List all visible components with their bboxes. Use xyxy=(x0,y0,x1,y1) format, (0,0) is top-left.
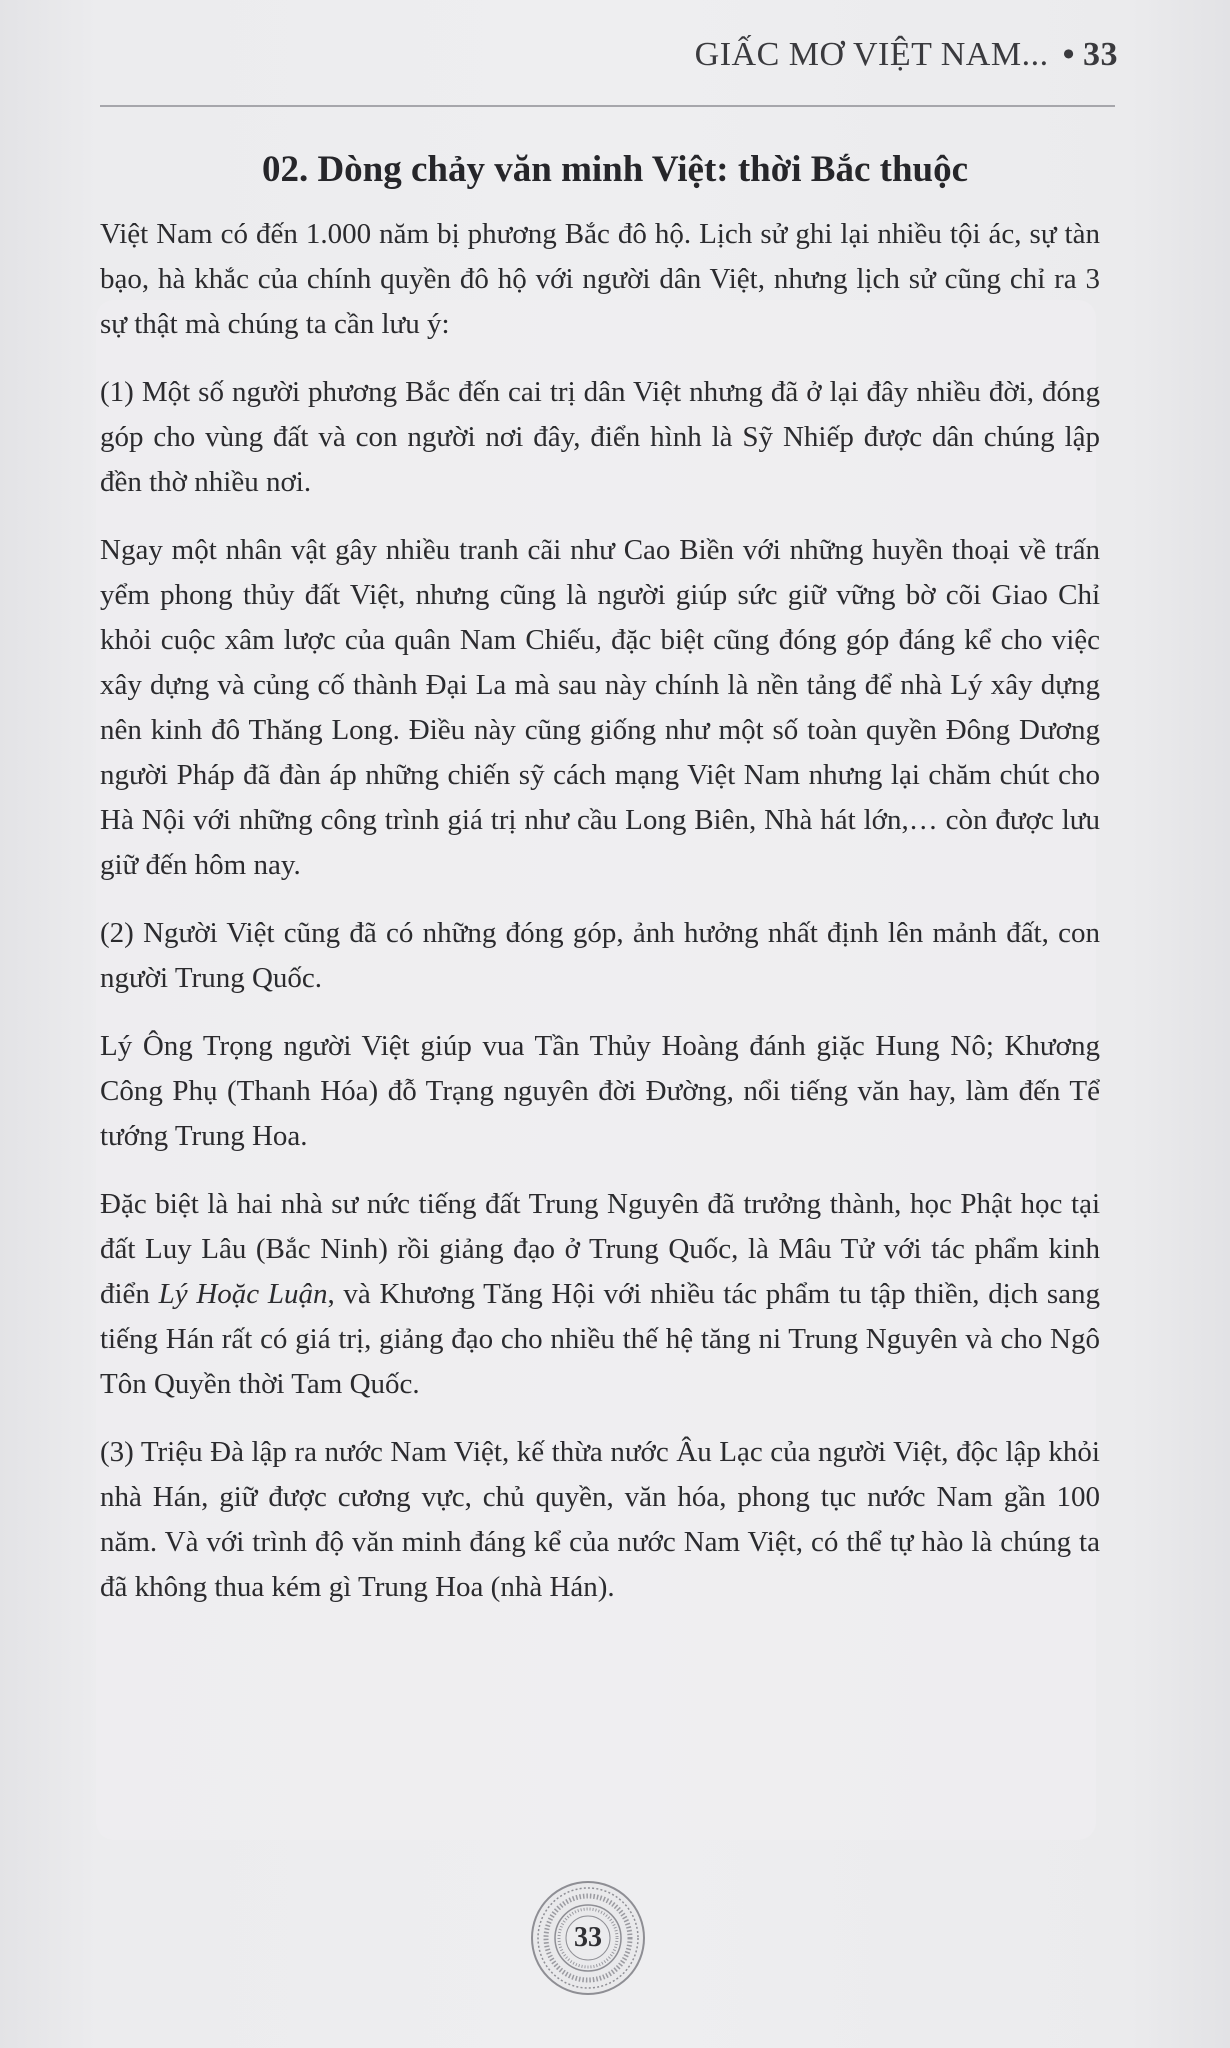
paragraph-fact-3: (3) Triệu Đà lập ra nước Nam Việt, kế thừa nước Âu Lạc của người Việt, độc lập khỏi nhà Hán, giữ được cương vực, chủ quyền, văn hóa, phong tục nước Nam gần 100 năm. Và với trình độ văn minh đáng kể của nước Nam Việt, có thể tự hào là chúng ta đã không thua kém gì Trung Hoa (nhà Hán). xyxy=(100,1436,1100,1603)
header-divider xyxy=(100,105,1115,107)
paragraph-intro: Việt Nam có đến 1.000 năm bị phương Bắc đô hộ. Lịch sử ghi lại nhiều tội ác, sự tàn bạo, hà khắc của chính quyền đô hộ với người dân Việt, nhưng lịch sử cũng chỉ ra 3 sự thật mà chúng ta cần lưu ý: xyxy=(100,218,1100,340)
running-header-page-number: 33 xyxy=(1083,36,1118,73)
paragraph-cao-bien: Ngay một nhân vật gây nhiều tranh cãi như Cao Biền với những huyền thoại về trấn yểm phong thủy đất Việt, nhưng cũng là người giúp sức giữ vững bờ cõi Giao Chỉ khỏi cuộc xâm lược của quân Nam Chiếu, đặc biệt cũng đóng góp đáng kể cho việc xây dựng và củng cố thành Đại La mà sau này chính là nền tảng để nhà Lý xây dựng nên kinh đô Thăng Long. Điều này cũng giống như một số toàn quyền Đông Dương người Pháp đã đàn áp những chiến sỹ cách mạng Việt Nam nhưng lại chăm chút cho Hà Nội với những công trình giá trị như cầu Long Biên, Nhà hát lớn,… còn được lưu giữ đến hôm nay. xyxy=(100,534,1100,881)
section-title: 02. Dòng chảy văn minh Việt: thời Bắc thuộc xyxy=(261,149,969,190)
body-text xyxy=(100,212,1100,1633)
paragraph-monks-text-end: , và Khương Tăng Hội với nhiều tác phẩm tu tập thiền, dịch sang tiếng Hán rất có giá trị, giảng đạo cho nhiều thế hệ tăng ni Trung Nguyên và cho Ngô Tôn Quyền thời Tam Quốc. xyxy=(100,1278,1100,1400)
paragraph-ly-ong-trong: Lý Ông Trọng người Việt giúp vua Tần Thủy Hoàng đánh giặc Hung Nô; Khương Công Phụ (Thanh Hóa) đỗ Trạng nguyên đời Đường, nổi tiếng văn hay, làm đến Tể tướng Trung Hoa. xyxy=(100,1030,1100,1152)
paragraph-fact-2: (2) Người Việt cũng đã có những đóng góp, ảnh hưởng nhất định lên mảnh đất, con người Trung Quốc. xyxy=(100,917,1100,994)
book-title-italic: Lý Hoặc Luận xyxy=(158,1278,328,1310)
paragraph-monks-text-start: Đặc biệt là hai nhà sư nức tiếng đất Trung Nguyên đã trưởng thành, học Phật học tại đất Luy Lâu (Bắc Ninh) rồi giảng đạo ở Trung Quốc, là Mâu Tử với tác phẩm kinh điển xyxy=(100,1188,1100,1310)
footer-page-number: 33 xyxy=(574,1922,602,1953)
paragraph-monks xyxy=(100,1182,1100,1407)
running-header xyxy=(695,36,1118,74)
running-header-separator: • xyxy=(1062,36,1075,73)
paragraph-fact-1: (1) Một số người phương Bắc đến cai trị dân Việt nhưng đã ở lại đây nhiều đời, đóng góp cho vùng đất và con người nơi đây, điển hình là Sỹ Nhiếp được dân chúng lập đền thờ nhiều nơi. xyxy=(100,376,1100,498)
running-header-title: GIẤC MƠ VIỆT NAM... xyxy=(694,36,1049,73)
